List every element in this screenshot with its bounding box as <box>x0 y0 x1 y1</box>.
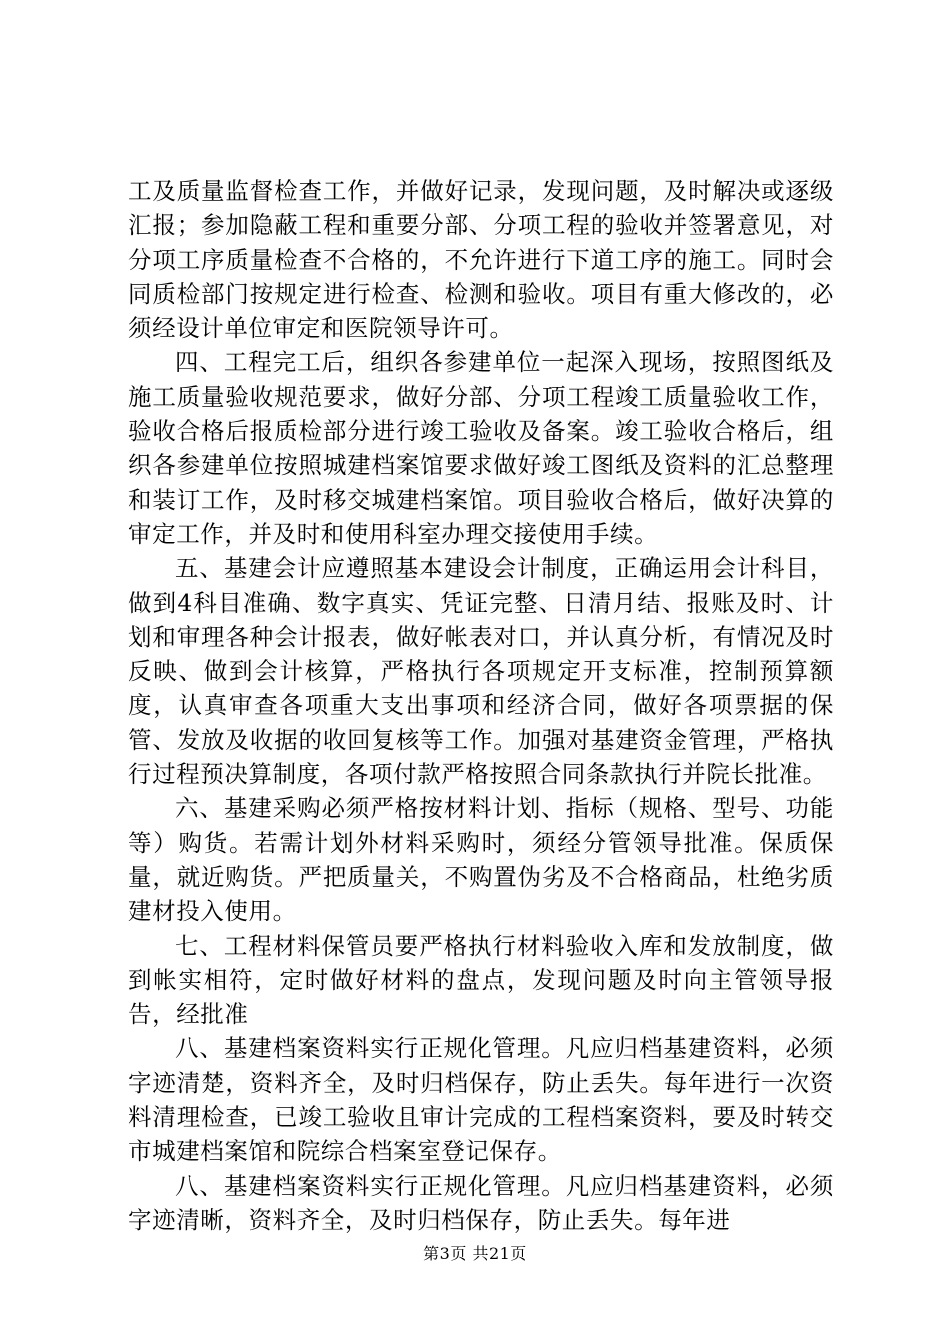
paragraph-section-4: 四、工程完工后，组织各参建单位一起深入现场，按照图纸及施工质量验收规范要求，做好分部、分项工程竣工质量验收工作，验收合格后报质检部分进行竣工验收及备案。竣工验收合格后，组织各参建单位按照城建档案馆要求做好竣工图纸及资料的汇总整理和装订工作，及时移交城建档案馆。项目验收合格后，做好决算的审定工作，并及时和使用科室办理交接使用手续。 <box>128 348 834 548</box>
page-number-footer: 第3页 共21页 <box>423 1244 527 1263</box>
paragraph-section-5: 五、基建会计应遵照基本建设会计制度，正确运用会计科目，做到4科目准确、数字真实、凭证完整、日清月结、报账及时、计划和审理各种会计报表，做好帐表对口，并认真分析，有情况及时反映、做到会计核算，严格执行各项规定开支标准，控制预算额度，认真审查各项重大支出事项和经济合同，做好各项票据的保管、发放及收据的收回复核等工作。加强对基建资金管理，严格执行过程预决算制度，各项付款严格按照合同条款执行并院长批准。 <box>128 554 834 789</box>
paragraph-continuation: 工及质量监督检查工作，并做好记录，发现问题，及时解决或逐级汇报；参加隐蔽工程和重要分部、分项工程的验收并签署意见，对分项工序质量检查不合格的，不允许进行下道工序的施工。同时会同质检部门按规定进行检查、检测和验收。项目有重大修改的，必须经设计单位审定和医院领导许可。 <box>128 177 834 343</box>
paragraph-section-7: 七、工程材料保管员要严格执行材料验收入库和发放制度，做到帐实相符，定时做好材料的盘点，发现问题及时向主管领导报告，经批准 <box>128 931 834 1029</box>
paragraph-section-8: 八、基建档案资料实行正规化管理。凡应归档基建资料，必须字迹清楚，资料齐全，及时归档保存，防止丢失。每年进行一次资料清理检查，已竣工验收且审计完成的工程档案资料，要及时转交市城建档案馆和院综合档案室登记保存。 <box>128 1034 834 1166</box>
paragraph-section-8-repeat: 八、基建档案资料实行正规化管理。凡应归档基建资料，必须字迹清晰，资料齐全，及时归档保存，防止丢失。每年进 <box>128 1171 834 1234</box>
document-body <box>128 174 834 1237</box>
paragraph-section-6: 六、基建采购必须严格按材料计划、指标（规格、型号、功能等）购货。若需计划外材料采购时，须经分管领导批准。保质保量，就近购货。严把质量关，不购置伪劣及不合格商品，杜绝劣质建材投入使用。 <box>128 794 834 926</box>
